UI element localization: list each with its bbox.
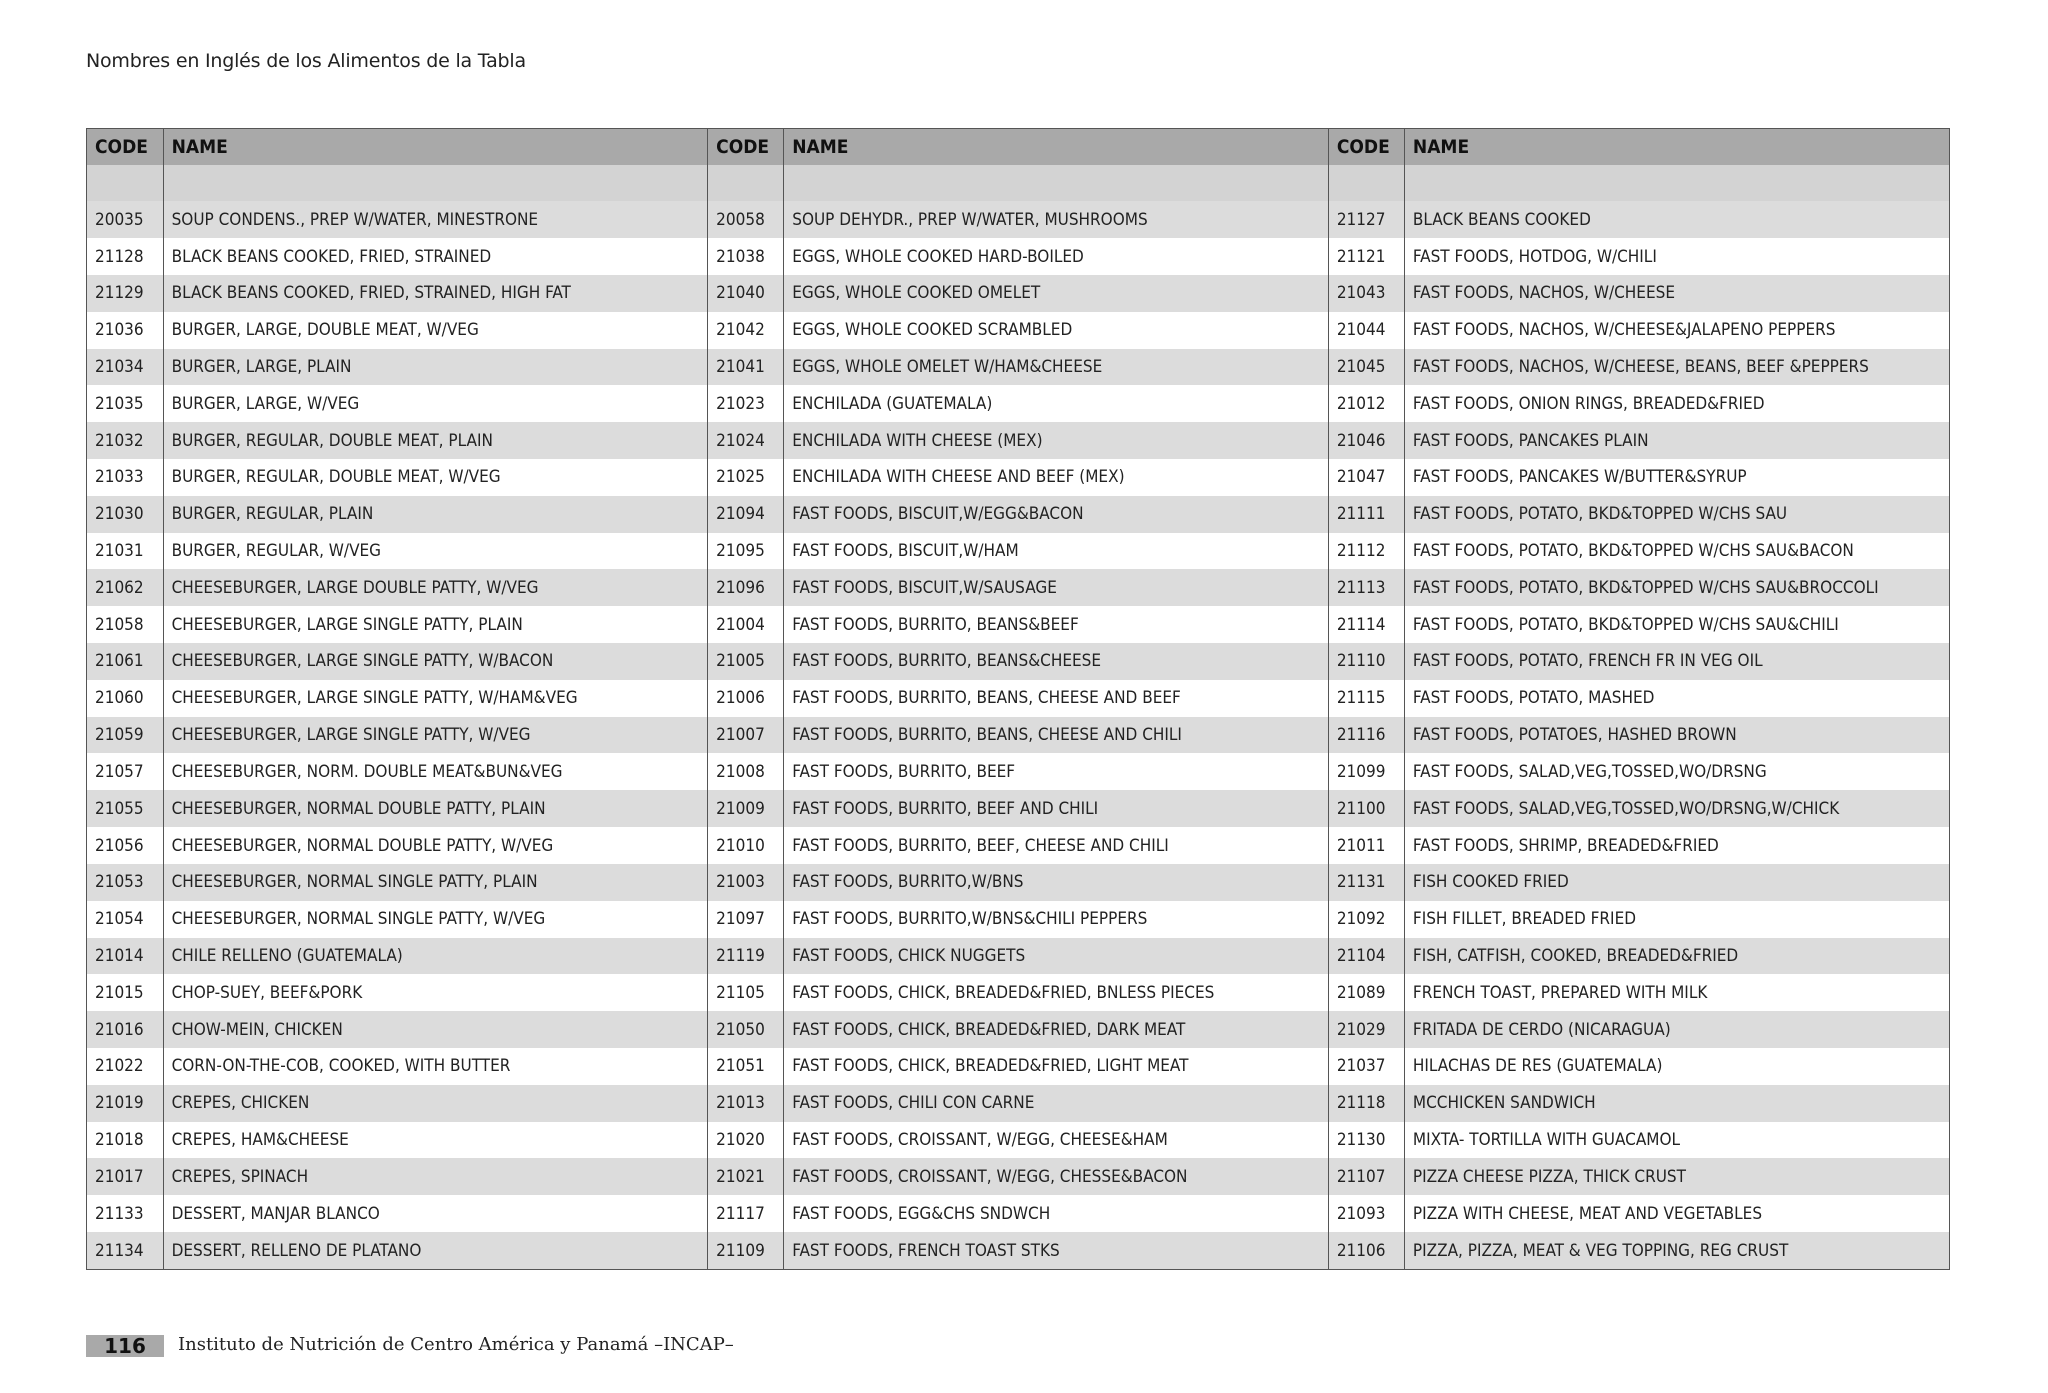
name-cell: FAST FOODS, CHICK NUGGETS [784, 938, 1329, 975]
code-cell: 21114 [1328, 606, 1404, 643]
table-body [87, 165, 1949, 1269]
name-cell: FAST FOODS, POTATO, BKD&TOPPED W/CHS SAU&BACON [1404, 533, 1949, 570]
name-cell: BURGER, LARGE, W/VEG [163, 385, 708, 422]
header-code-1: CODE [87, 129, 163, 165]
code-cell: 21047 [1328, 459, 1404, 496]
code-cell: 21004 [708, 606, 784, 643]
name-cell: CHEESEBURGER, NORMAL DOUBLE PATTY, W/VEG [163, 827, 708, 864]
code-cell: 21019 [87, 1085, 163, 1122]
code-cell: 21023 [708, 385, 784, 422]
name-cell: FAST FOODS, POTATO, FRENCH FR IN VEG OIL [1404, 643, 1949, 680]
table-row [87, 643, 1949, 680]
table-row [87, 974, 1949, 1011]
table-row [87, 533, 1949, 570]
name-cell: CHEESEBURGER, LARGE SINGLE PATTY, PLAIN [163, 606, 708, 643]
name-cell: FAST FOODS, POTATO, MASHED [1404, 680, 1949, 717]
code-cell: 21007 [708, 717, 784, 754]
code-cell: 21003 [708, 864, 784, 901]
name-cell: EGGS, WHOLE COOKED SCRAMBLED [784, 312, 1329, 349]
name-cell: BURGER, REGULAR, W/VEG [163, 533, 708, 570]
header-spacer-row [87, 165, 1949, 201]
code-cell: 21021 [708, 1158, 784, 1195]
code-cell: 21112 [1328, 533, 1404, 570]
name-cell: FAST FOODS, CHICK, BREADED&FRIED, DARK MEAT [784, 1011, 1329, 1048]
spacer-cell [784, 165, 1329, 201]
table-row [87, 349, 1949, 386]
name-cell: BLACK BEANS COOKED [1404, 201, 1949, 238]
code-cell: 21093 [1328, 1195, 1404, 1232]
spacer-cell [708, 165, 784, 201]
code-cell: 21035 [87, 385, 163, 422]
code-cell: 21054 [87, 901, 163, 938]
code-cell: 21013 [708, 1085, 784, 1122]
table-row [87, 496, 1949, 533]
name-cell: EGGS, WHOLE COOKED OMELET [784, 275, 1329, 312]
code-cell: 21015 [87, 974, 163, 1011]
table-row [87, 275, 1949, 312]
code-cell: 21016 [87, 1011, 163, 1048]
header-row [87, 129, 1949, 165]
name-cell: FAST FOODS, SALAD,VEG,TOSSED,WO/DRSNG,W/CHICK [1404, 790, 1949, 827]
name-cell: FAST FOODS, SHRIMP, BREADED&FRIED [1404, 827, 1949, 864]
name-cell: BURGER, LARGE, PLAIN [163, 349, 708, 386]
code-cell: 21117 [708, 1195, 784, 1232]
name-cell: CHEESEBURGER, NORMAL SINGLE PATTY, PLAIN [163, 864, 708, 901]
code-cell: 21006 [708, 680, 784, 717]
code-cell: 21106 [1328, 1232, 1404, 1269]
name-cell: BLACK BEANS COOKED, FRIED, STRAINED, HIGH FAT [163, 275, 708, 312]
code-cell: 21110 [1328, 643, 1404, 680]
code-cell: 21111 [1328, 496, 1404, 533]
header-name-2: NAME [784, 129, 1329, 165]
name-cell: FAST FOODS, NACHOS, W/CHEESE&JALAPENO PEPPERS [1404, 312, 1949, 349]
name-cell: FAST FOODS, BURRITO,W/BNS [784, 864, 1329, 901]
name-cell: FAST FOODS, BURRITO,W/BNS&CHILI PEPPERS [784, 901, 1329, 938]
name-cell: FAST FOODS, CHILI CON CARNE [784, 1085, 1329, 1122]
code-cell: 21030 [87, 496, 163, 533]
table-row [87, 1085, 1949, 1122]
name-cell: BLACK BEANS COOKED, FRIED, STRAINED [163, 238, 708, 275]
spacer-cell [87, 165, 163, 201]
code-cell: 21032 [87, 422, 163, 459]
table-row [87, 1232, 1949, 1269]
name-cell: FAST FOODS, BISCUIT,W/SAUSAGE [784, 569, 1329, 606]
code-cell: 21113 [1328, 569, 1404, 606]
code-cell: 21133 [87, 1195, 163, 1232]
code-cell: 20058 [708, 201, 784, 238]
code-cell: 21097 [708, 901, 784, 938]
name-cell: BURGER, REGULAR, DOUBLE MEAT, W/VEG [163, 459, 708, 496]
code-cell: 21059 [87, 717, 163, 754]
name-cell: CREPES, SPINACH [163, 1158, 708, 1195]
code-cell: 21128 [87, 238, 163, 275]
code-cell: 21099 [1328, 753, 1404, 790]
code-cell: 21037 [1328, 1048, 1404, 1085]
code-cell: 21107 [1328, 1158, 1404, 1195]
code-cell: 21045 [1328, 349, 1404, 386]
code-cell: 21025 [708, 459, 784, 496]
name-cell: FRITADA DE CERDO (NICARAGUA) [1404, 1011, 1949, 1048]
name-cell: FAST FOODS, PANCAKES W/BUTTER&SYRUP [1404, 459, 1949, 496]
code-cell: 21041 [708, 349, 784, 386]
name-cell: FAST FOODS, BISCUIT,W/EGG&BACON [784, 496, 1329, 533]
name-cell: FAST FOODS, CHICK, BREADED&FRIED, LIGHT MEAT [784, 1048, 1329, 1085]
name-cell: CREPES, HAM&CHEESE [163, 1122, 708, 1159]
page-number: 116 [86, 1335, 164, 1357]
name-cell: CHEESEBURGER, LARGE SINGLE PATTY, W/HAM&VEG [163, 680, 708, 717]
code-cell: 21060 [87, 680, 163, 717]
name-cell: ENCHILADA (GUATEMALA) [784, 385, 1329, 422]
name-cell: FAST FOODS, BURRITO, BEANS&CHEESE [784, 643, 1329, 680]
name-cell: FAST FOODS, SALAD,VEG,TOSSED,WO/DRSNG [1404, 753, 1949, 790]
name-cell: ENCHILADA WITH CHEESE (MEX) [784, 422, 1329, 459]
name-cell: CHOW-MEIN, CHICKEN [163, 1011, 708, 1048]
code-cell: 21100 [1328, 790, 1404, 827]
code-cell: 21043 [1328, 275, 1404, 312]
code-cell: 21130 [1328, 1122, 1404, 1159]
table-row [87, 790, 1949, 827]
name-cell: CHOP-SUEY, BEEF&PORK [163, 974, 708, 1011]
code-cell: 21017 [87, 1158, 163, 1195]
name-cell: PIZZA CHEESE PIZZA, THICK CRUST [1404, 1158, 1949, 1195]
name-cell: EGGS, WHOLE OMELET W/HAM&CHEESE [784, 349, 1329, 386]
name-cell: CHEESEBURGER, NORMAL SINGLE PATTY, W/VEG [163, 901, 708, 938]
code-cell: 21118 [1328, 1085, 1404, 1122]
name-cell: FAST FOODS, PANCAKES PLAIN [1404, 422, 1949, 459]
table-row [87, 459, 1949, 496]
code-cell: 21022 [87, 1048, 163, 1085]
code-cell: 21104 [1328, 938, 1404, 975]
name-cell: FISH FILLET, BREADED FRIED [1404, 901, 1949, 938]
code-cell: 21095 [708, 533, 784, 570]
code-cell: 21096 [708, 569, 784, 606]
code-cell: 21061 [87, 643, 163, 680]
food-names-table [86, 128, 1950, 1270]
code-cell: 21036 [87, 312, 163, 349]
name-cell: FISH COOKED FRIED [1404, 864, 1949, 901]
name-cell: CORN-ON-THE-COB, COOKED, WITH BUTTER [163, 1048, 708, 1085]
name-cell: PIZZA WITH CHEESE, MEAT AND VEGETABLES [1404, 1195, 1949, 1232]
code-cell: 21046 [1328, 422, 1404, 459]
table-row [87, 569, 1949, 606]
table-row [87, 238, 1949, 275]
name-cell: CHEESEBURGER, NORMAL DOUBLE PATTY, PLAIN [163, 790, 708, 827]
table-row [87, 1158, 1949, 1195]
running-head: Nombres en Inglés de los Alimentos de la Tabla [86, 50, 526, 72]
code-cell: 21055 [87, 790, 163, 827]
code-cell: 21121 [1328, 238, 1404, 275]
code-cell: 21058 [87, 606, 163, 643]
table-row [87, 1122, 1949, 1159]
code-cell: 21008 [708, 753, 784, 790]
name-cell: BURGER, LARGE, DOUBLE MEAT, W/VEG [163, 312, 708, 349]
name-cell: CREPES, CHICKEN [163, 1085, 708, 1122]
name-cell: FAST FOODS, CROISSANT, W/EGG, CHEESE&HAM [784, 1122, 1329, 1159]
name-cell: MCCHICKEN SANDWICH [1404, 1085, 1949, 1122]
code-cell: 21038 [708, 238, 784, 275]
name-cell: MIXTA- TORTILLA WITH GUACAMOL [1404, 1122, 1949, 1159]
code-cell: 21009 [708, 790, 784, 827]
code-cell: 21020 [708, 1122, 784, 1159]
name-cell: BURGER, REGULAR, DOUBLE MEAT, PLAIN [163, 422, 708, 459]
name-cell: DESSERT, RELLENO DE PLATANO [163, 1232, 708, 1269]
table-row [87, 1048, 1949, 1085]
code-cell: 21044 [1328, 312, 1404, 349]
name-cell: FAST FOODS, BURRITO, BEEF [784, 753, 1329, 790]
code-cell: 21042 [708, 312, 784, 349]
name-cell: CHEESEBURGER, LARGE SINGLE PATTY, W/VEG [163, 717, 708, 754]
code-cell: 21089 [1328, 974, 1404, 1011]
table-row [87, 312, 1949, 349]
table-row [87, 901, 1949, 938]
code-cell: 21031 [87, 533, 163, 570]
code-cell: 21062 [87, 569, 163, 606]
code-cell: 21131 [1328, 864, 1404, 901]
name-cell: FAST FOODS, BURRITO, BEANS, CHEESE AND BEEF [784, 680, 1329, 717]
name-cell: FAST FOODS, HOTDOG, W/CHILI [1404, 238, 1949, 275]
code-cell: 21034 [87, 349, 163, 386]
name-cell: FAST FOODS, POTATO, BKD&TOPPED W/CHS SAU&BROCCOLI [1404, 569, 1949, 606]
name-cell: FAST FOODS, BURRITO, BEANS, CHEESE AND CHILI [784, 717, 1329, 754]
table-row [87, 717, 1949, 754]
name-cell: DESSERT, MANJAR BLANCO [163, 1195, 708, 1232]
footer-institution: Instituto de Nutrición de Centro América y Panamá –INCAP– [178, 1334, 734, 1355]
name-cell: FAST FOODS, NACHOS, W/CHEESE [1404, 275, 1949, 312]
code-cell: 21134 [87, 1232, 163, 1269]
table-row [87, 938, 1949, 975]
code-cell: 21010 [708, 827, 784, 864]
code-cell: 21119 [708, 938, 784, 975]
spacer-cell [1404, 165, 1949, 201]
name-cell: BURGER, REGULAR, PLAIN [163, 496, 708, 533]
name-cell: PIZZA, PIZZA, MEAT & VEG TOPPING, REG CRUST [1404, 1232, 1949, 1269]
code-cell: 21050 [708, 1011, 784, 1048]
name-cell: FAST FOODS, NACHOS, W/CHEESE, BEANS, BEEF &PEPPERS [1404, 349, 1949, 386]
table-row [87, 827, 1949, 864]
code-cell: 21024 [708, 422, 784, 459]
table [87, 129, 1949, 1269]
name-cell: SOUP CONDENS., PREP W/WATER, MINESTRONE [163, 201, 708, 238]
table-row [87, 864, 1949, 901]
spacer-cell [163, 165, 708, 201]
name-cell: FISH, CATFISH, COOKED, BREADED&FRIED [1404, 938, 1949, 975]
table-row [87, 680, 1949, 717]
name-cell: CHEESEBURGER, LARGE SINGLE PATTY, W/BACON [163, 643, 708, 680]
header-name-1: NAME [163, 129, 708, 165]
name-cell: FAST FOODS, ONION RINGS, BREADED&FRIED [1404, 385, 1949, 422]
header-code-2: CODE [708, 129, 784, 165]
code-cell: 21129 [87, 275, 163, 312]
name-cell: EGGS, WHOLE COOKED HARD-BOILED [784, 238, 1329, 275]
name-cell: FAST FOODS, FRENCH TOAST STKS [784, 1232, 1329, 1269]
table-row [87, 606, 1949, 643]
spacer-cell [1328, 165, 1404, 201]
code-cell: 21127 [1328, 201, 1404, 238]
name-cell: CHEESEBURGER, NORM. DOUBLE MEAT&BUN&VEG [163, 753, 708, 790]
code-cell: 20035 [87, 201, 163, 238]
name-cell: FAST FOODS, CHICK, BREADED&FRIED, BNLESS PIECES [784, 974, 1329, 1011]
name-cell: FAST FOODS, POTATO, BKD&TOPPED W/CHS SAU&CHILI [1404, 606, 1949, 643]
name-cell: HILACHAS DE RES (GUATEMALA) [1404, 1048, 1949, 1085]
name-cell: CHILE RELLENO (GUATEMALA) [163, 938, 708, 975]
header-code-3: CODE [1328, 129, 1404, 165]
name-cell: FAST FOODS, BISCUIT,W/HAM [784, 533, 1329, 570]
name-cell: CHEESEBURGER, LARGE DOUBLE PATTY, W/VEG [163, 569, 708, 606]
code-cell: 21011 [1328, 827, 1404, 864]
code-cell: 21053 [87, 864, 163, 901]
name-cell: FAST FOODS, BURRITO, BEEF AND CHILI [784, 790, 1329, 827]
name-cell: FAST FOODS, POTATO, BKD&TOPPED W/CHS SAU [1404, 496, 1949, 533]
table-row [87, 1011, 1949, 1048]
code-cell: 21115 [1328, 680, 1404, 717]
name-cell: SOUP DEHYDR., PREP W/WATER, MUSHROOMS [784, 201, 1329, 238]
table-row [87, 422, 1949, 459]
code-cell: 21056 [87, 827, 163, 864]
name-cell: FAST FOODS, BURRITO, BEANS&BEEF [784, 606, 1329, 643]
code-cell: 21057 [87, 753, 163, 790]
name-cell: FRENCH TOAST, PREPARED WITH MILK [1404, 974, 1949, 1011]
code-cell: 21014 [87, 938, 163, 975]
code-cell: 21116 [1328, 717, 1404, 754]
name-cell: FAST FOODS, EGG&CHS SNDWCH [784, 1195, 1329, 1232]
name-cell: FAST FOODS, POTATOES, HASHED BROWN [1404, 717, 1949, 754]
code-cell: 21012 [1328, 385, 1404, 422]
code-cell: 21109 [708, 1232, 784, 1269]
code-cell: 21105 [708, 974, 784, 1011]
code-cell: 21018 [87, 1122, 163, 1159]
name-cell: FAST FOODS, CROISSANT, W/EGG, CHESSE&BACON [784, 1158, 1329, 1195]
table-row [87, 1195, 1949, 1232]
name-cell: FAST FOODS, BURRITO, BEEF, CHEESE AND CHILI [784, 827, 1329, 864]
table-row [87, 201, 1949, 238]
code-cell: 21005 [708, 643, 784, 680]
table-row [87, 385, 1949, 422]
header-name-3: NAME [1404, 129, 1949, 165]
code-cell: 21040 [708, 275, 784, 312]
code-cell: 21033 [87, 459, 163, 496]
name-cell: ENCHILADA WITH CHEESE AND BEEF (MEX) [784, 459, 1329, 496]
table-row [87, 753, 1949, 790]
code-cell: 21092 [1328, 901, 1404, 938]
code-cell: 21051 [708, 1048, 784, 1085]
code-cell: 21094 [708, 496, 784, 533]
code-cell: 21029 [1328, 1011, 1404, 1048]
